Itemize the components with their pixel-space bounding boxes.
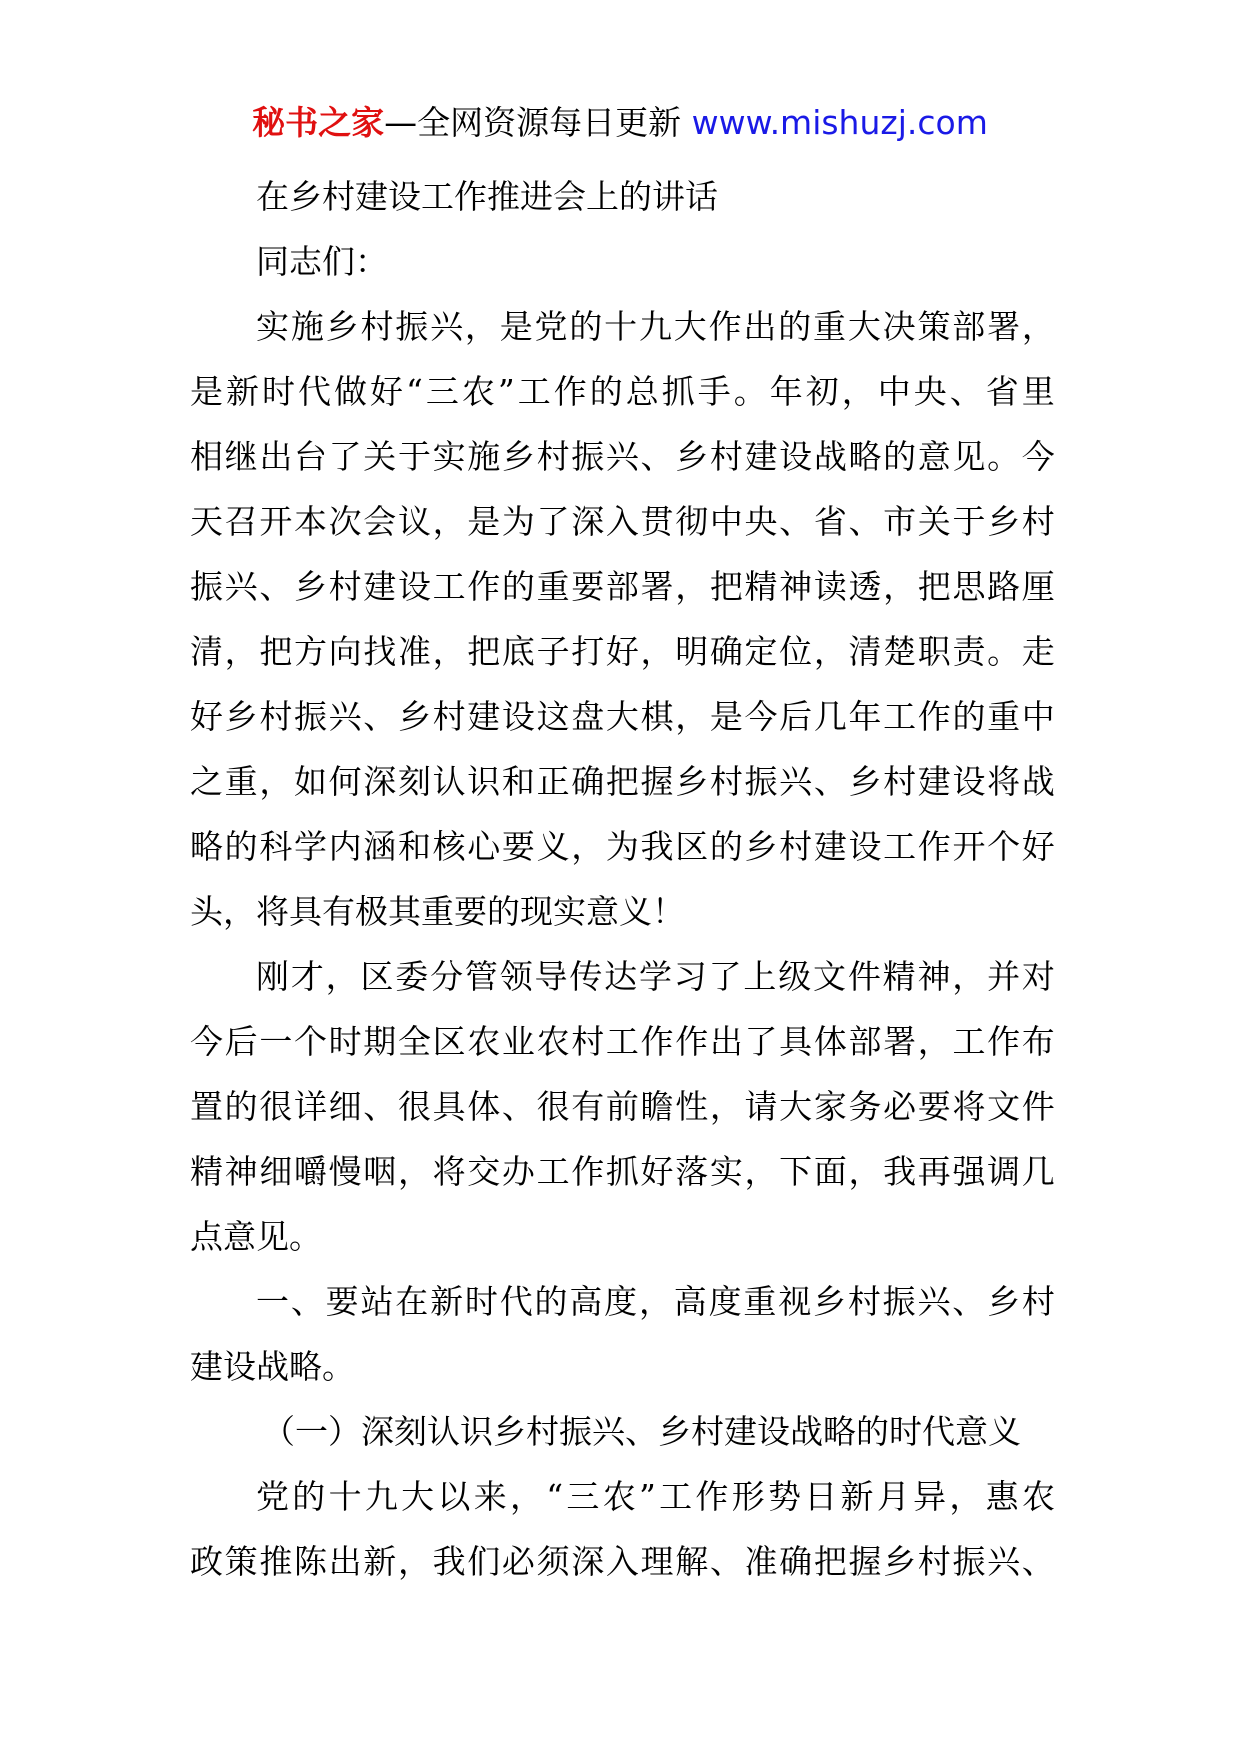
section-heading: 一 、 要 站 在 新 时 代 的 高 度 ， 高 度 重 视 乡 村 振 兴 、 乡 村 xyxy=(256,1282,1055,1321)
body-line: 今 后 一 个 时 期 全 区 农 业 农 村 工 作 作 出 了 具 体 部 署 ， 工 作 布 xyxy=(190,1022,1055,1061)
body-line: 头，将具有极其重要的现实意义！ xyxy=(190,892,685,931)
body-line: 天 召 开 本 次 会 议 ， 是 为 了 深 入 贯 彻 中 央 、 省 、 市 关 于 乡 村 xyxy=(190,502,1055,541)
body-line: 振 兴 、 乡 村 建 设 工 作 的 重 要 部 署 ， 把 精 神 读 透 ， 把 思 路 厘 xyxy=(190,567,1055,606)
document-title: 在乡村建设工作推进会上的讲话 xyxy=(256,177,718,216)
body-line: 实 施 乡 村 振 兴 ， 是 党 的 十 九 大 作 出 的 重 大 决 策 部 署 ， xyxy=(256,307,1055,346)
site-header xyxy=(0,100,1240,146)
brand-name: 秘书之家 xyxy=(252,103,385,142)
subsection-heading: （一）深刻认识乡村振兴、乡村建设战略的时代意义 xyxy=(262,1412,1021,1451)
body-line: 是 新 时 代 做 好 “ 三 农 ” 工 作 的 总 抓 手 。 年 初 ， 中 央 、 省 里 xyxy=(190,372,1055,411)
section-heading: 建设战略。 xyxy=(190,1347,355,1386)
document-body xyxy=(190,164,1055,1594)
body-line: 清 ， 把 方 向 找 准 ， 把 底 子 打 好 ， 明 确 定 位 ， 清 楚 职 责 。 走 xyxy=(190,632,1055,671)
body-line: 精 神 细 嚼 慢 咽 ， 将 交 办 工 作 抓 好 落 实 ， 下 面 ， 我 再 强 调 几 xyxy=(190,1152,1055,1191)
body-line: 点意见。 xyxy=(190,1217,322,1256)
body-line: 相 继 出 台 了 关 于 实 施 乡 村 振 兴 、 乡 村 建 设 战 略 的 意 见 。 今 xyxy=(190,437,1055,476)
site-url-link[interactable]: www.mishuzj.com xyxy=(691,103,988,142)
body-line: 之 重 ， 如 何 深 刻 认 识 和 正 确 把 握 乡 村 振 兴 、 乡 村 建 设 将 战 xyxy=(190,762,1055,801)
body-line: 刚 才 ， 区 委 分 管 领 导 传 达 学 习 了 上 级 文 件 精 神 ， 并 对 xyxy=(256,957,1055,996)
salutation: 同志们： xyxy=(256,242,388,281)
body-line: 政 策 推 陈 出 新 ， 我 们 必 须 深 入 理 解 、 准 确 把 握 乡 村 振 兴 、 xyxy=(190,1542,1055,1581)
header-tagline: —全网资源每日更新 xyxy=(384,103,682,142)
body-line: 好 乡 村 振 兴 、 乡 村 建 设 这 盘 大 棋 ， 是 今 后 几 年 工 作 的 重 中 xyxy=(190,697,1055,736)
body-line: 党 的 十 九 大 以 来 ， “ 三 农 ” 工 作 形 势 日 新 月 异 ， 惠 农 xyxy=(256,1477,1055,1516)
body-line: 略 的 科 学 内 涵 和 核 心 要 义 ， 为 我 区 的 乡 村 建 设 工 作 开 个 好 xyxy=(190,827,1055,866)
body-line: 置 的 很 详 细 、 很 具 体 、 很 有 前 瞻 性 ， 请 大 家 务 必 要 将 文 件 xyxy=(190,1087,1055,1126)
